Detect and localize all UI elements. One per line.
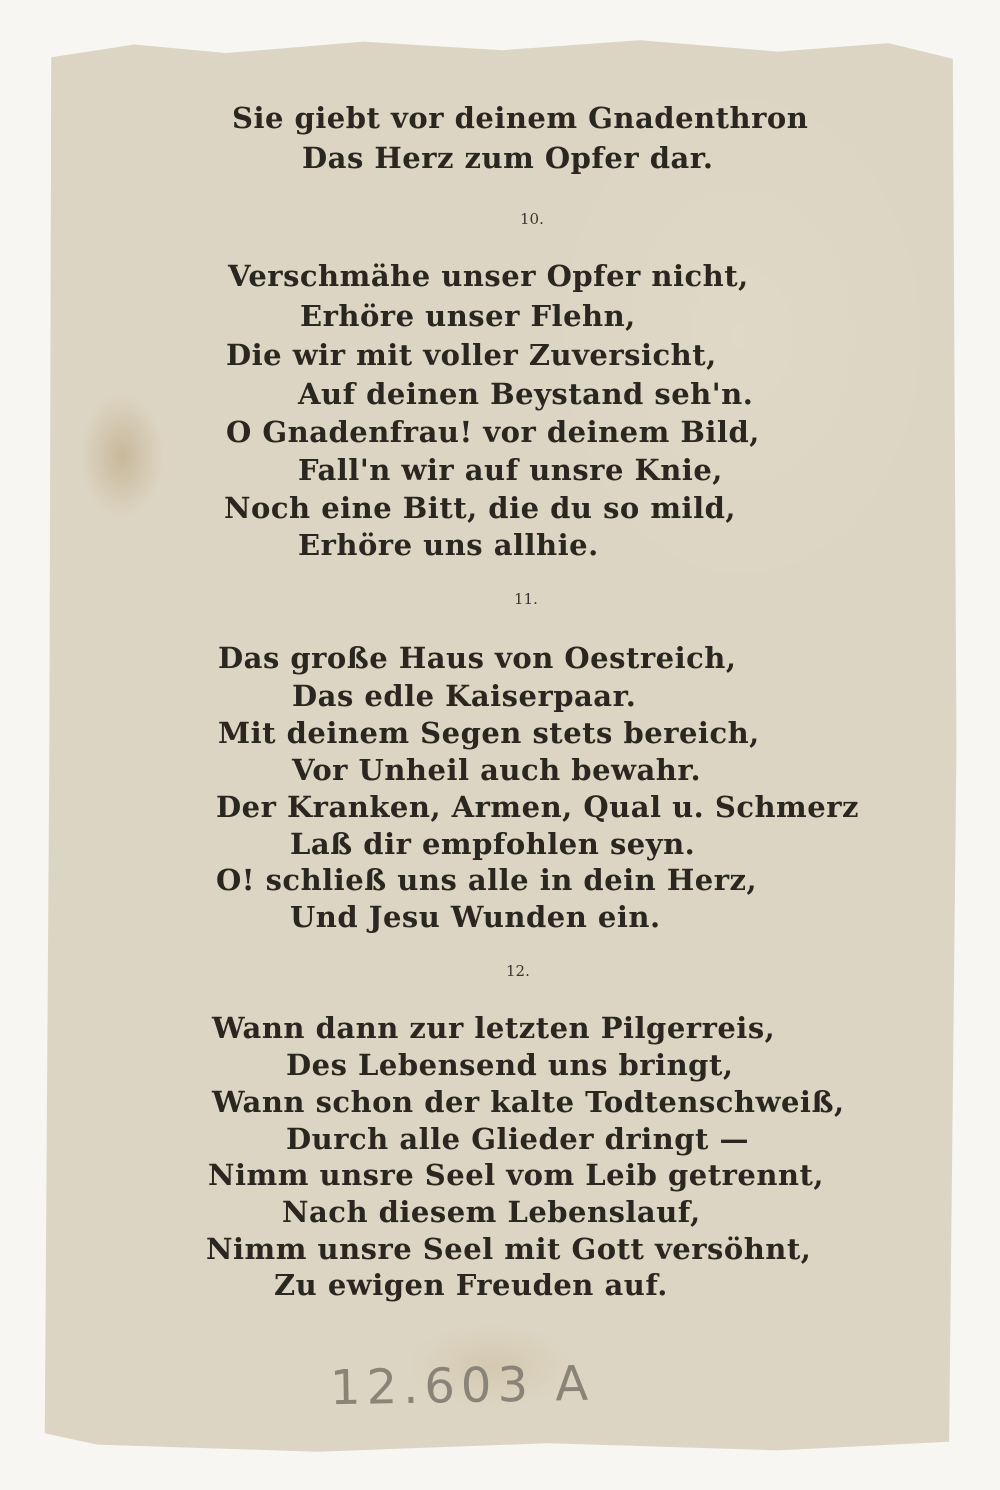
stanza-line: Mit deinem Segen stets bereich, (218, 716, 760, 750)
stanza-line: Wann schon der kalte Todtenschweiß, (212, 1085, 845, 1119)
stanza-line: Nach diesem Lebenslauf, (282, 1195, 701, 1229)
intro-line: Sie giebt vor deinem Gnadenthron (232, 101, 809, 135)
stanza-line: Erhöre uns allhie. (298, 528, 599, 562)
intro-line: Das Herz zum Opfer dar. (302, 141, 714, 175)
stanza-line: O! schließ uns alle in dein Herz, (216, 863, 758, 897)
stanza-line: Der Kranken, Armen, Qual u. Schmerz (216, 790, 859, 824)
stanza-line: Nimm unsre Seel mit Gott versöhnt, (206, 1232, 812, 1266)
stanza-line: Zu ewigen Freuden auf. (274, 1268, 668, 1302)
stanza-line: O Gnadenfrau! vor deinem Bild, (226, 415, 760, 449)
stanza-number: 12. (506, 962, 530, 980)
stanza-number: 10. (520, 210, 544, 228)
stanza-line: Das große Haus von Oestreich, (218, 641, 737, 675)
stanza-number: 11. (514, 590, 538, 608)
stanza-line: Fall'n wir auf unsre Knie, (298, 453, 723, 487)
stanza-line: Die wir mit voller Zuversicht, (226, 338, 717, 372)
stanza-line: Vor Unheil auch bewahr. (292, 753, 702, 787)
archive-number: 12.603 A (329, 1355, 595, 1417)
stanza-line: Verschmähe unser Opfer nicht, (228, 259, 749, 293)
stanza-line: Noch eine Bitt, die du so mild, (224, 491, 736, 525)
stanza-line: Nimm unsre Seel vom Leib getrennt, (208, 1158, 824, 1192)
stanza-line: Auf deinen Beystand seh'n. (298, 377, 754, 411)
stanza-line: Wann dann zur letzten Pilgerreis, (212, 1011, 776, 1045)
stanza-line: Und Jesu Wunden ein. (290, 900, 661, 934)
stanza-line: Durch alle Glieder dringt — (286, 1122, 749, 1156)
stanza-line: Laß dir empfohlen seyn. (290, 827, 696, 861)
stanza-line: Das edle Kaiserpaar. (292, 679, 637, 713)
stanza-line: Des Lebensend uns bringt, (286, 1048, 734, 1082)
stanza-line: Erhöre unser Flehn, (300, 299, 636, 333)
